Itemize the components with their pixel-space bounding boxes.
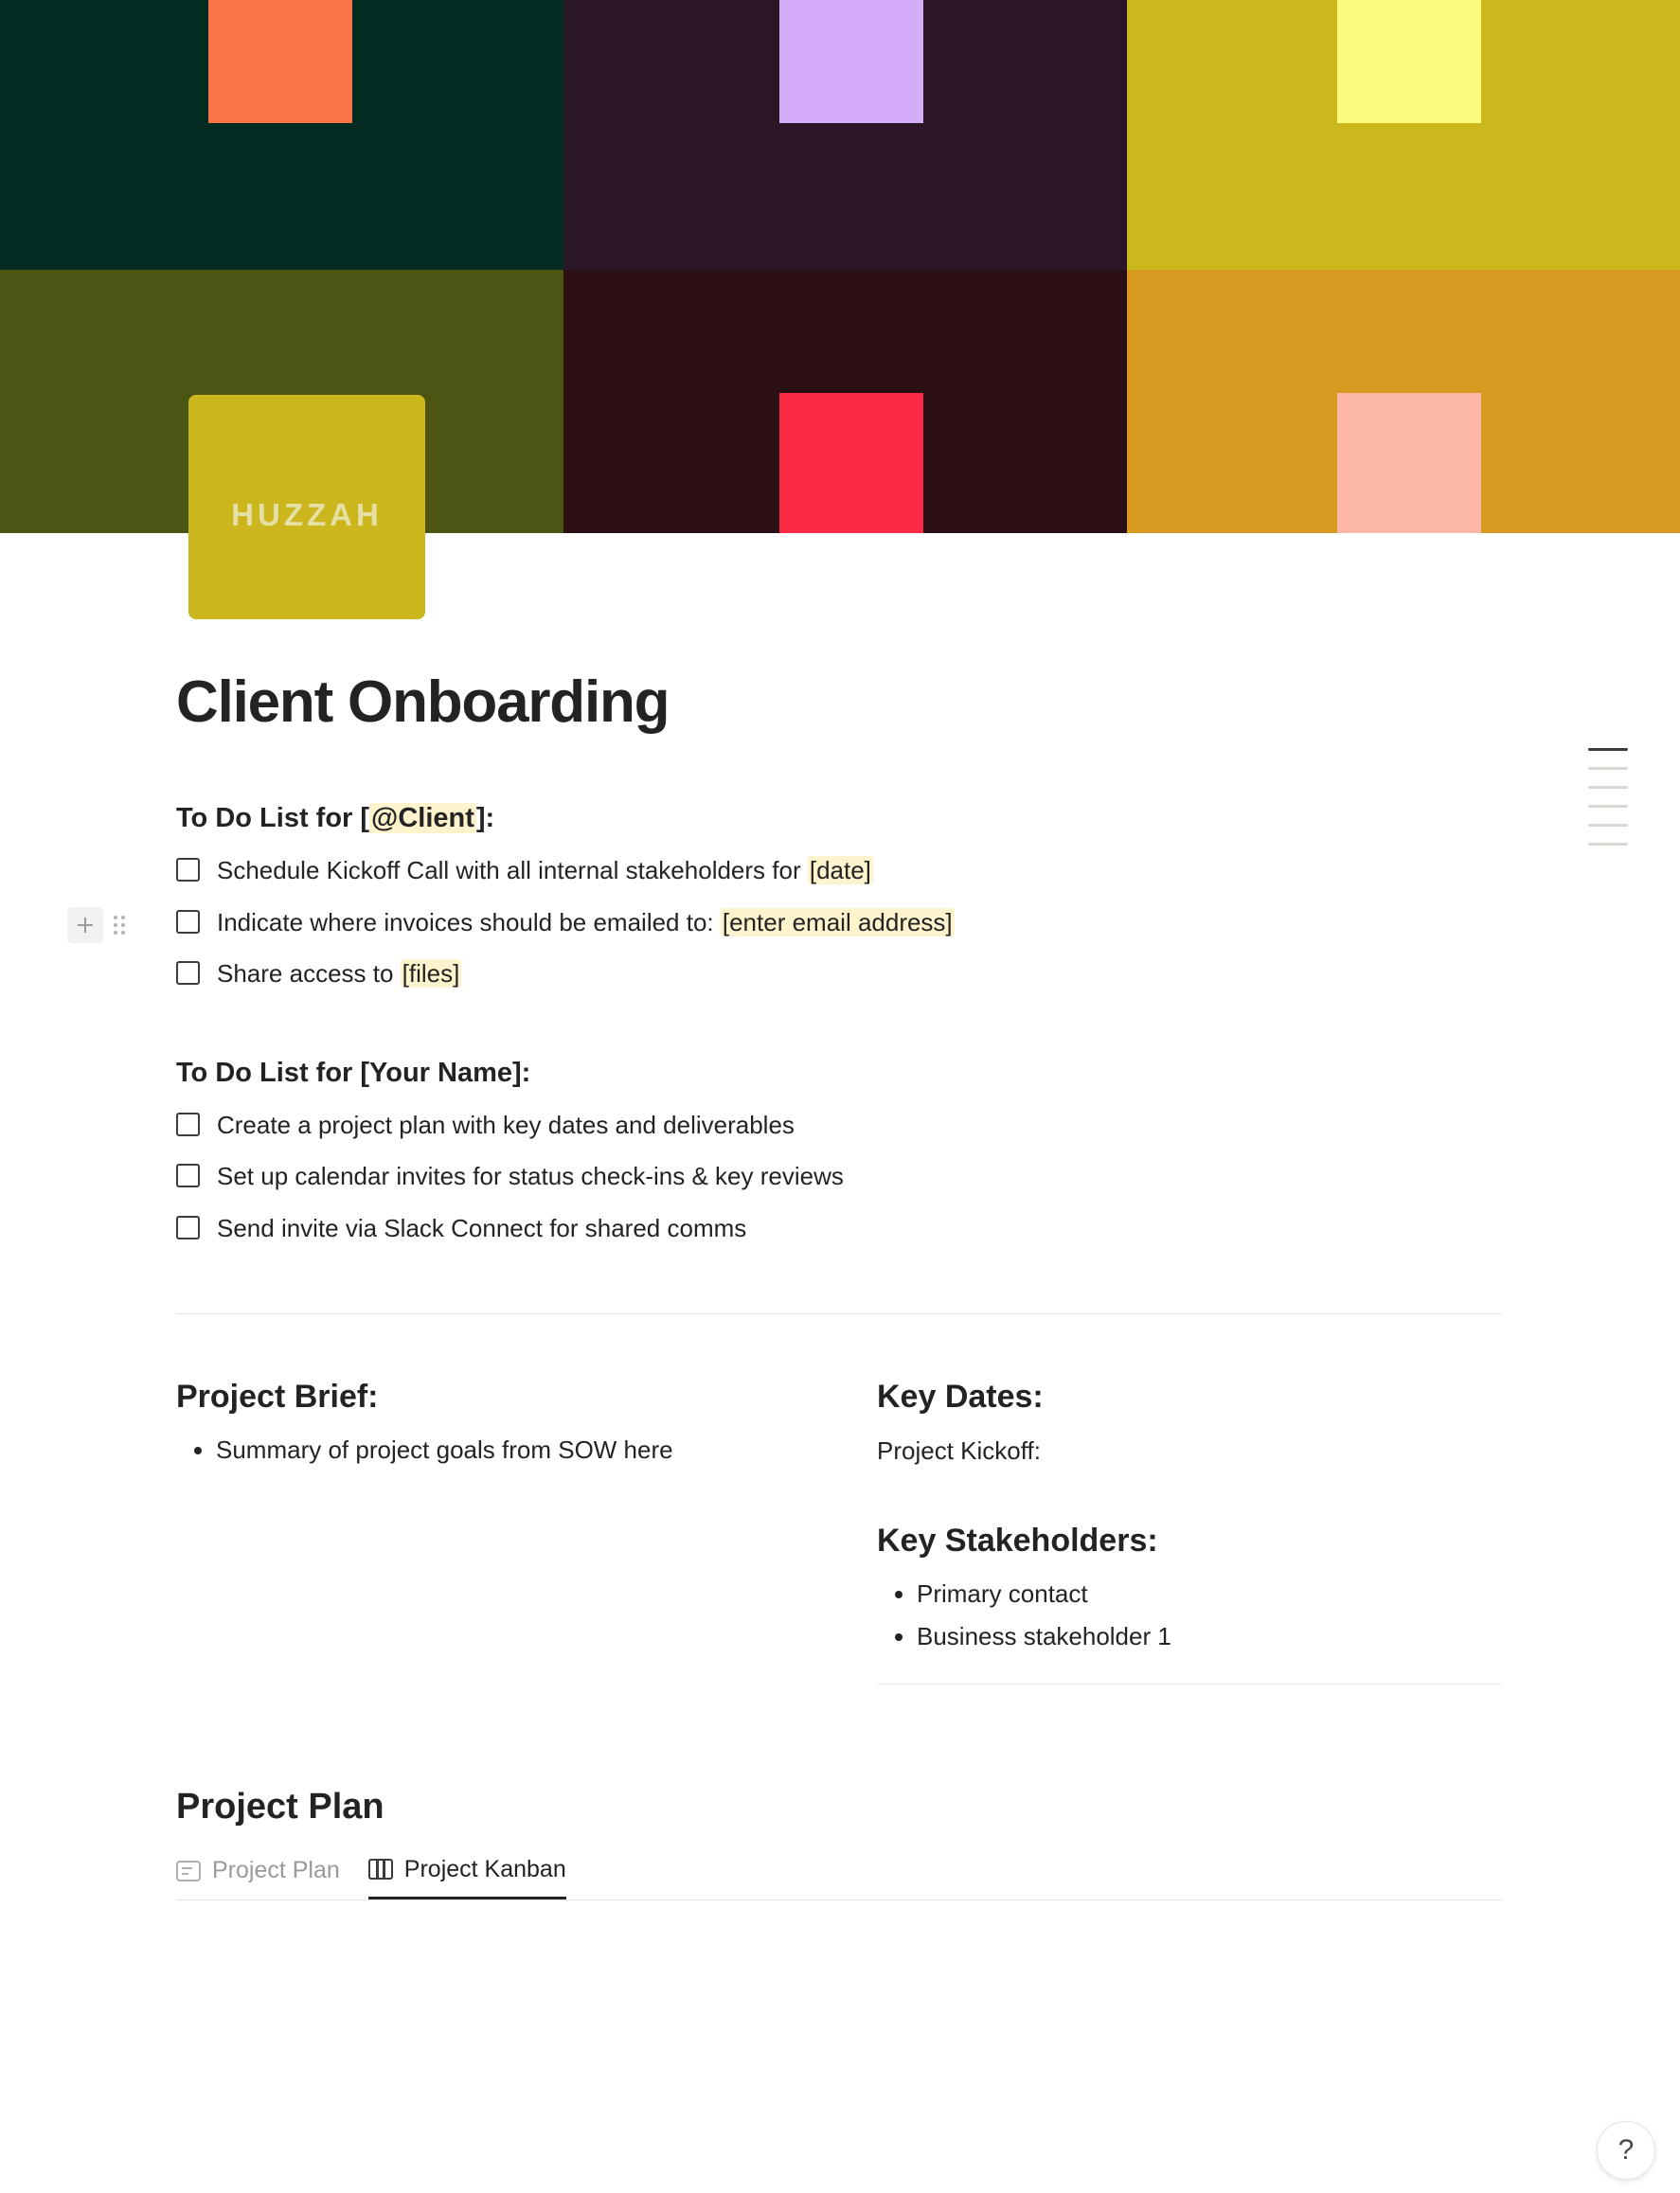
cover-row-top xyxy=(0,0,1680,270)
tab-label: Project Plan xyxy=(212,1857,340,1884)
list-item[interactable]: • Business stakeholder 1 xyxy=(917,1621,1502,1652)
add-block-icon[interactable] xyxy=(67,907,103,943)
cover-cell-dark-green xyxy=(0,0,563,270)
two-column-section xyxy=(176,1379,1502,1685)
todo-self-heading[interactable]: To Do List for [Your Name]: xyxy=(176,1057,531,1088)
key-dates-heading[interactable]: Key Dates: xyxy=(877,1379,1044,1416)
todo-item-label[interactable] xyxy=(217,855,873,886)
todo-item[interactable] xyxy=(176,958,1502,990)
checkbox[interactable] xyxy=(176,961,200,985)
tab-label: Project Kanban xyxy=(403,1855,566,1882)
swatch-lilac xyxy=(779,0,923,123)
help-button[interactable]: ? xyxy=(1597,2121,1655,2180)
todo-item-label[interactable] xyxy=(217,958,461,990)
tabs-underline xyxy=(176,1899,1502,1900)
column-divider xyxy=(877,1684,1502,1685)
cover-cell-mustard xyxy=(1127,0,1680,270)
client-mention[interactable]: @Client xyxy=(371,803,474,834)
todo-placeholder-email[interactable]: [enter email address] xyxy=(722,907,953,936)
key-dates-column xyxy=(877,1379,1502,1685)
cover-image[interactable] xyxy=(0,0,1680,533)
list-item[interactable]: • Primary contact xyxy=(917,1578,1502,1610)
checkbox[interactable] xyxy=(176,1164,200,1187)
tab-project-kanban[interactable] xyxy=(368,1856,566,1899)
tab-project-plan[interactable] xyxy=(176,1857,340,1898)
todo-client-heading-prefix: To Do List for [ xyxy=(176,803,370,834)
project-brief-column xyxy=(176,1379,877,1685)
project-brief-heading[interactable]: Project Brief: xyxy=(176,1379,379,1416)
todo-text-before: Schedule Kickoff Call with all internal stakeholders for xyxy=(217,856,808,885)
block-handles[interactable] xyxy=(67,907,130,943)
document-icon xyxy=(176,1861,201,1881)
project-plan-tabs xyxy=(176,1856,1502,1899)
todo-client-heading[interactable] xyxy=(176,803,1502,834)
todo-item-label[interactable]: Set up calendar invites for status check-ins & key reviews xyxy=(217,1162,844,1191)
list-item[interactable]: • Summary of project goals from SOW here xyxy=(216,1435,877,1466)
todo-item[interactable] xyxy=(176,1213,1502,1244)
todo-item-label[interactable] xyxy=(217,907,955,938)
swatch-yellow xyxy=(1337,0,1481,123)
document-body xyxy=(0,670,1680,1900)
todo-text-before: Indicate where invoices should be emailed to: xyxy=(217,907,721,936)
todo-item-label[interactable]: Send invite via Slack Connect for shared comms xyxy=(217,1213,747,1242)
todo-item[interactable] xyxy=(176,855,1502,886)
todo-placeholder-files[interactable]: [files] xyxy=(402,959,460,989)
key-stakeholders-heading[interactable]: Key Stakeholders: xyxy=(877,1523,1158,1560)
swatch-red xyxy=(779,393,923,533)
checkbox[interactable] xyxy=(176,910,200,934)
todo-placeholder-date[interactable]: [date] xyxy=(809,856,871,885)
checkbox[interactable] xyxy=(176,1216,200,1239)
cover-cell-amber xyxy=(1127,270,1680,533)
project-brief-list xyxy=(176,1435,877,1466)
todo-text-before: Share access to xyxy=(217,959,401,989)
section-divider xyxy=(176,1313,1502,1314)
todo-item[interactable] xyxy=(176,1161,1502,1192)
project-kickoff-line[interactable]: Project Kickoff: xyxy=(877,1436,1041,1466)
todo-client-heading-suffix: ]: xyxy=(475,803,495,834)
checkbox[interactable] xyxy=(176,858,200,882)
drag-handle-icon[interactable] xyxy=(109,907,130,943)
swatch-peach xyxy=(1337,393,1481,533)
logo-text: HUZZAH xyxy=(231,497,383,532)
todo-item[interactable] xyxy=(176,907,1502,938)
todo-item-label[interactable]: Create a project plan with key dates and deliverables xyxy=(217,1110,795,1139)
checkbox[interactable] xyxy=(176,1113,200,1136)
board-icon xyxy=(368,1859,393,1880)
cover-cell-dark-plum xyxy=(563,0,1127,270)
cover-cell-maroon xyxy=(563,270,1127,533)
todo-item[interactable] xyxy=(176,1110,1502,1141)
page-title[interactable]: Client Onboarding xyxy=(176,669,670,735)
project-plan-heading[interactable]: Project Plan xyxy=(176,1786,384,1827)
key-stakeholders-list xyxy=(877,1578,1502,1653)
swatch-orange xyxy=(208,0,352,123)
page-icon-logo[interactable] xyxy=(188,395,425,619)
document-content xyxy=(176,670,1502,1900)
